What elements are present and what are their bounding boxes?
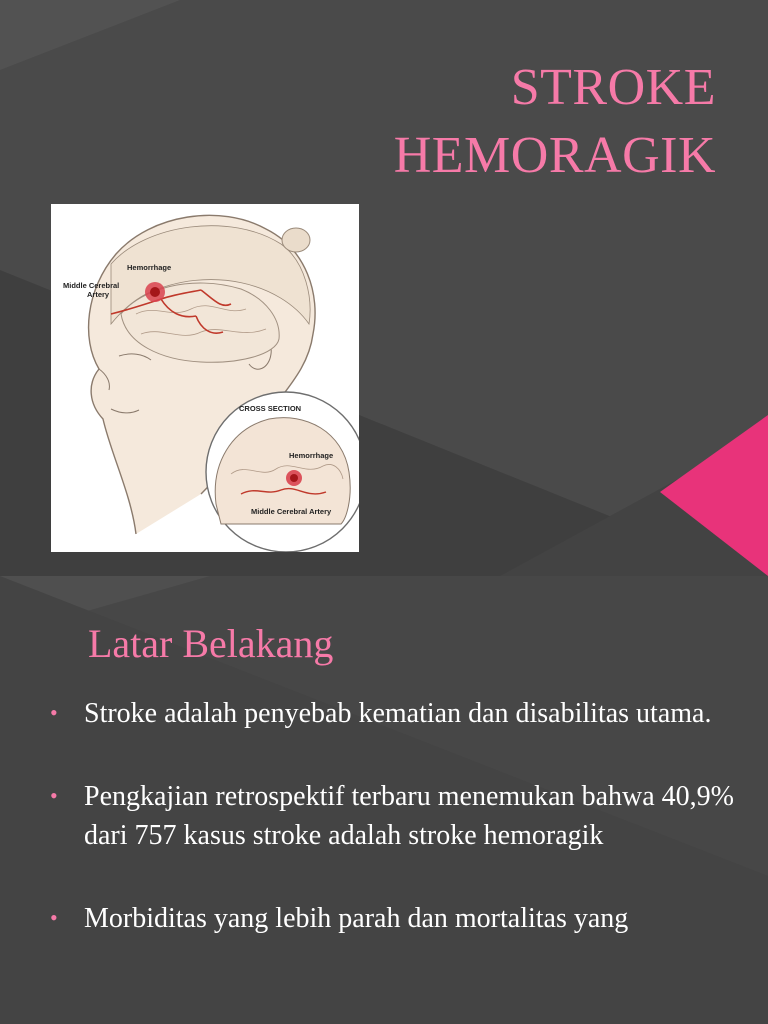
label-hemorrhage-cross: Hemorrhage bbox=[289, 451, 334, 460]
bullet-list bbox=[50, 694, 740, 982]
bullet-text: Pengkajian retrospektif terbaru menemukan bahwa 40,9% dari 757 kasus stroke adalah stroke hemoragik bbox=[84, 781, 735, 851]
list-item bbox=[50, 777, 740, 855]
pink-dot-icon: • bbox=[50, 905, 58, 930]
list-item bbox=[50, 899, 740, 938]
label-hemorrhage: Hemorrhage bbox=[127, 263, 172, 272]
label-mca-line2: Artery bbox=[87, 290, 110, 299]
section-heading: Latar Belakang bbox=[88, 621, 334, 666]
brain-hemorrhage-illustration bbox=[51, 204, 359, 552]
bullet-text: Stroke adalah penyebab kematian dan disabilitas utama. bbox=[84, 698, 712, 729]
bullet-text: Morbiditas yang lebih parah dan mortalitas yang bbox=[84, 903, 629, 934]
content-slide bbox=[0, 576, 768, 1024]
pink-dot-icon: • bbox=[50, 700, 58, 725]
label-cross-section: CROSS SECTION bbox=[239, 404, 302, 413]
title-line-2: HEMORAGIK bbox=[393, 127, 716, 184]
slide-title bbox=[394, 54, 716, 190]
label-mca-cross: Middle Cerebral Artery bbox=[251, 507, 332, 516]
cross-section-hemorrhage-core bbox=[290, 474, 298, 482]
hemorrhage-core bbox=[150, 287, 160, 297]
illustration-drawing bbox=[51, 204, 359, 552]
hair-bun bbox=[282, 228, 310, 252]
pink-dot-icon: • bbox=[50, 783, 58, 808]
title-line-1: STROKE bbox=[510, 59, 716, 116]
list-item bbox=[50, 694, 740, 733]
bg-shape-top-left bbox=[0, 0, 180, 70]
label-mca-line1: Middle Cerebral bbox=[63, 281, 120, 290]
